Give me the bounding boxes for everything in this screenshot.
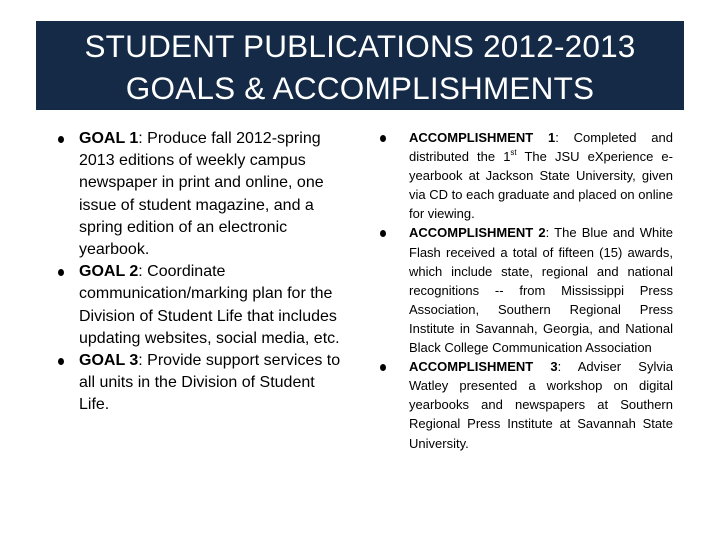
accomplishment-text: : Completed and distributed the 1 <box>409 130 673 165</box>
accomplishment-item <box>380 357 673 452</box>
goal-label: GOAL 2 <box>79 263 139 281</box>
bullet-dot-icon <box>58 269 64 276</box>
ordinal-suffix: st <box>510 147 517 157</box>
title-line-2: GOALS & ACCOMPLISHMENTS <box>125 70 595 106</box>
goal-label: GOAL 3 <box>79 352 139 370</box>
goal-text: : Provide support services to all units in the Division of Student Life. <box>79 352 341 414</box>
accomplishments-list <box>380 128 673 453</box>
bullet-dot-icon <box>380 230 386 237</box>
accomplishment-label: ACCOMPLISHMENT 3 <box>409 359 558 375</box>
accomplishment-text: : Adviser Sylvia Watley presented a workshop on digital yearbooks and newspapers at Southern Regional Press Institute at Savannah State University. <box>409 359 673 451</box>
accomplishment-item <box>380 223 673 357</box>
goal-item <box>58 350 348 417</box>
title-line-1: STUDENT PUBLICATIONS 2012-2013 <box>84 28 636 64</box>
goal-label: GOAL 1 <box>79 130 139 147</box>
goal-item <box>58 261 348 350</box>
goal-text: : Produce fall 2012-spring 2013 editions of weekly campus newspaper in print and online, one issue of student magazine, and a spring edition of an electronic yearbook. <box>79 130 324 259</box>
accomplishments-column <box>380 128 673 453</box>
bullet-dot-icon <box>58 358 64 365</box>
goal-item <box>58 128 348 261</box>
title-banner <box>36 21 684 110</box>
accomplishment-label: ACCOMPLISHMENT 2 <box>409 225 546 241</box>
goals-list <box>58 128 348 417</box>
goal-text: : Coordinate communication/marking plan for the Division of Student Life that includes updating websites, social media, etc. <box>79 263 340 347</box>
bullet-dot-icon <box>380 364 386 371</box>
bullet-dot-icon <box>380 135 386 142</box>
accomplishment-item <box>380 128 673 223</box>
accomplishment-text: : The Blue and White Flash received a total of fifteen (15) awards, which include state, regional and national recognitions -- from Mississippi Press Association, Southern Regional Press Institute in Savannah, Georgia, and National Black College Communication Association <box>409 225 674 356</box>
goals-column <box>58 128 348 417</box>
accomplishment-text-continued: The JSU eXperience e-yearbook at Jackson State University, given via CD to each graduate and placed on online for viewing. <box>409 149 673 222</box>
bullet-dot-icon <box>58 136 64 143</box>
accomplishment-label: ACCOMPLISHMENT 1 <box>409 130 556 145</box>
